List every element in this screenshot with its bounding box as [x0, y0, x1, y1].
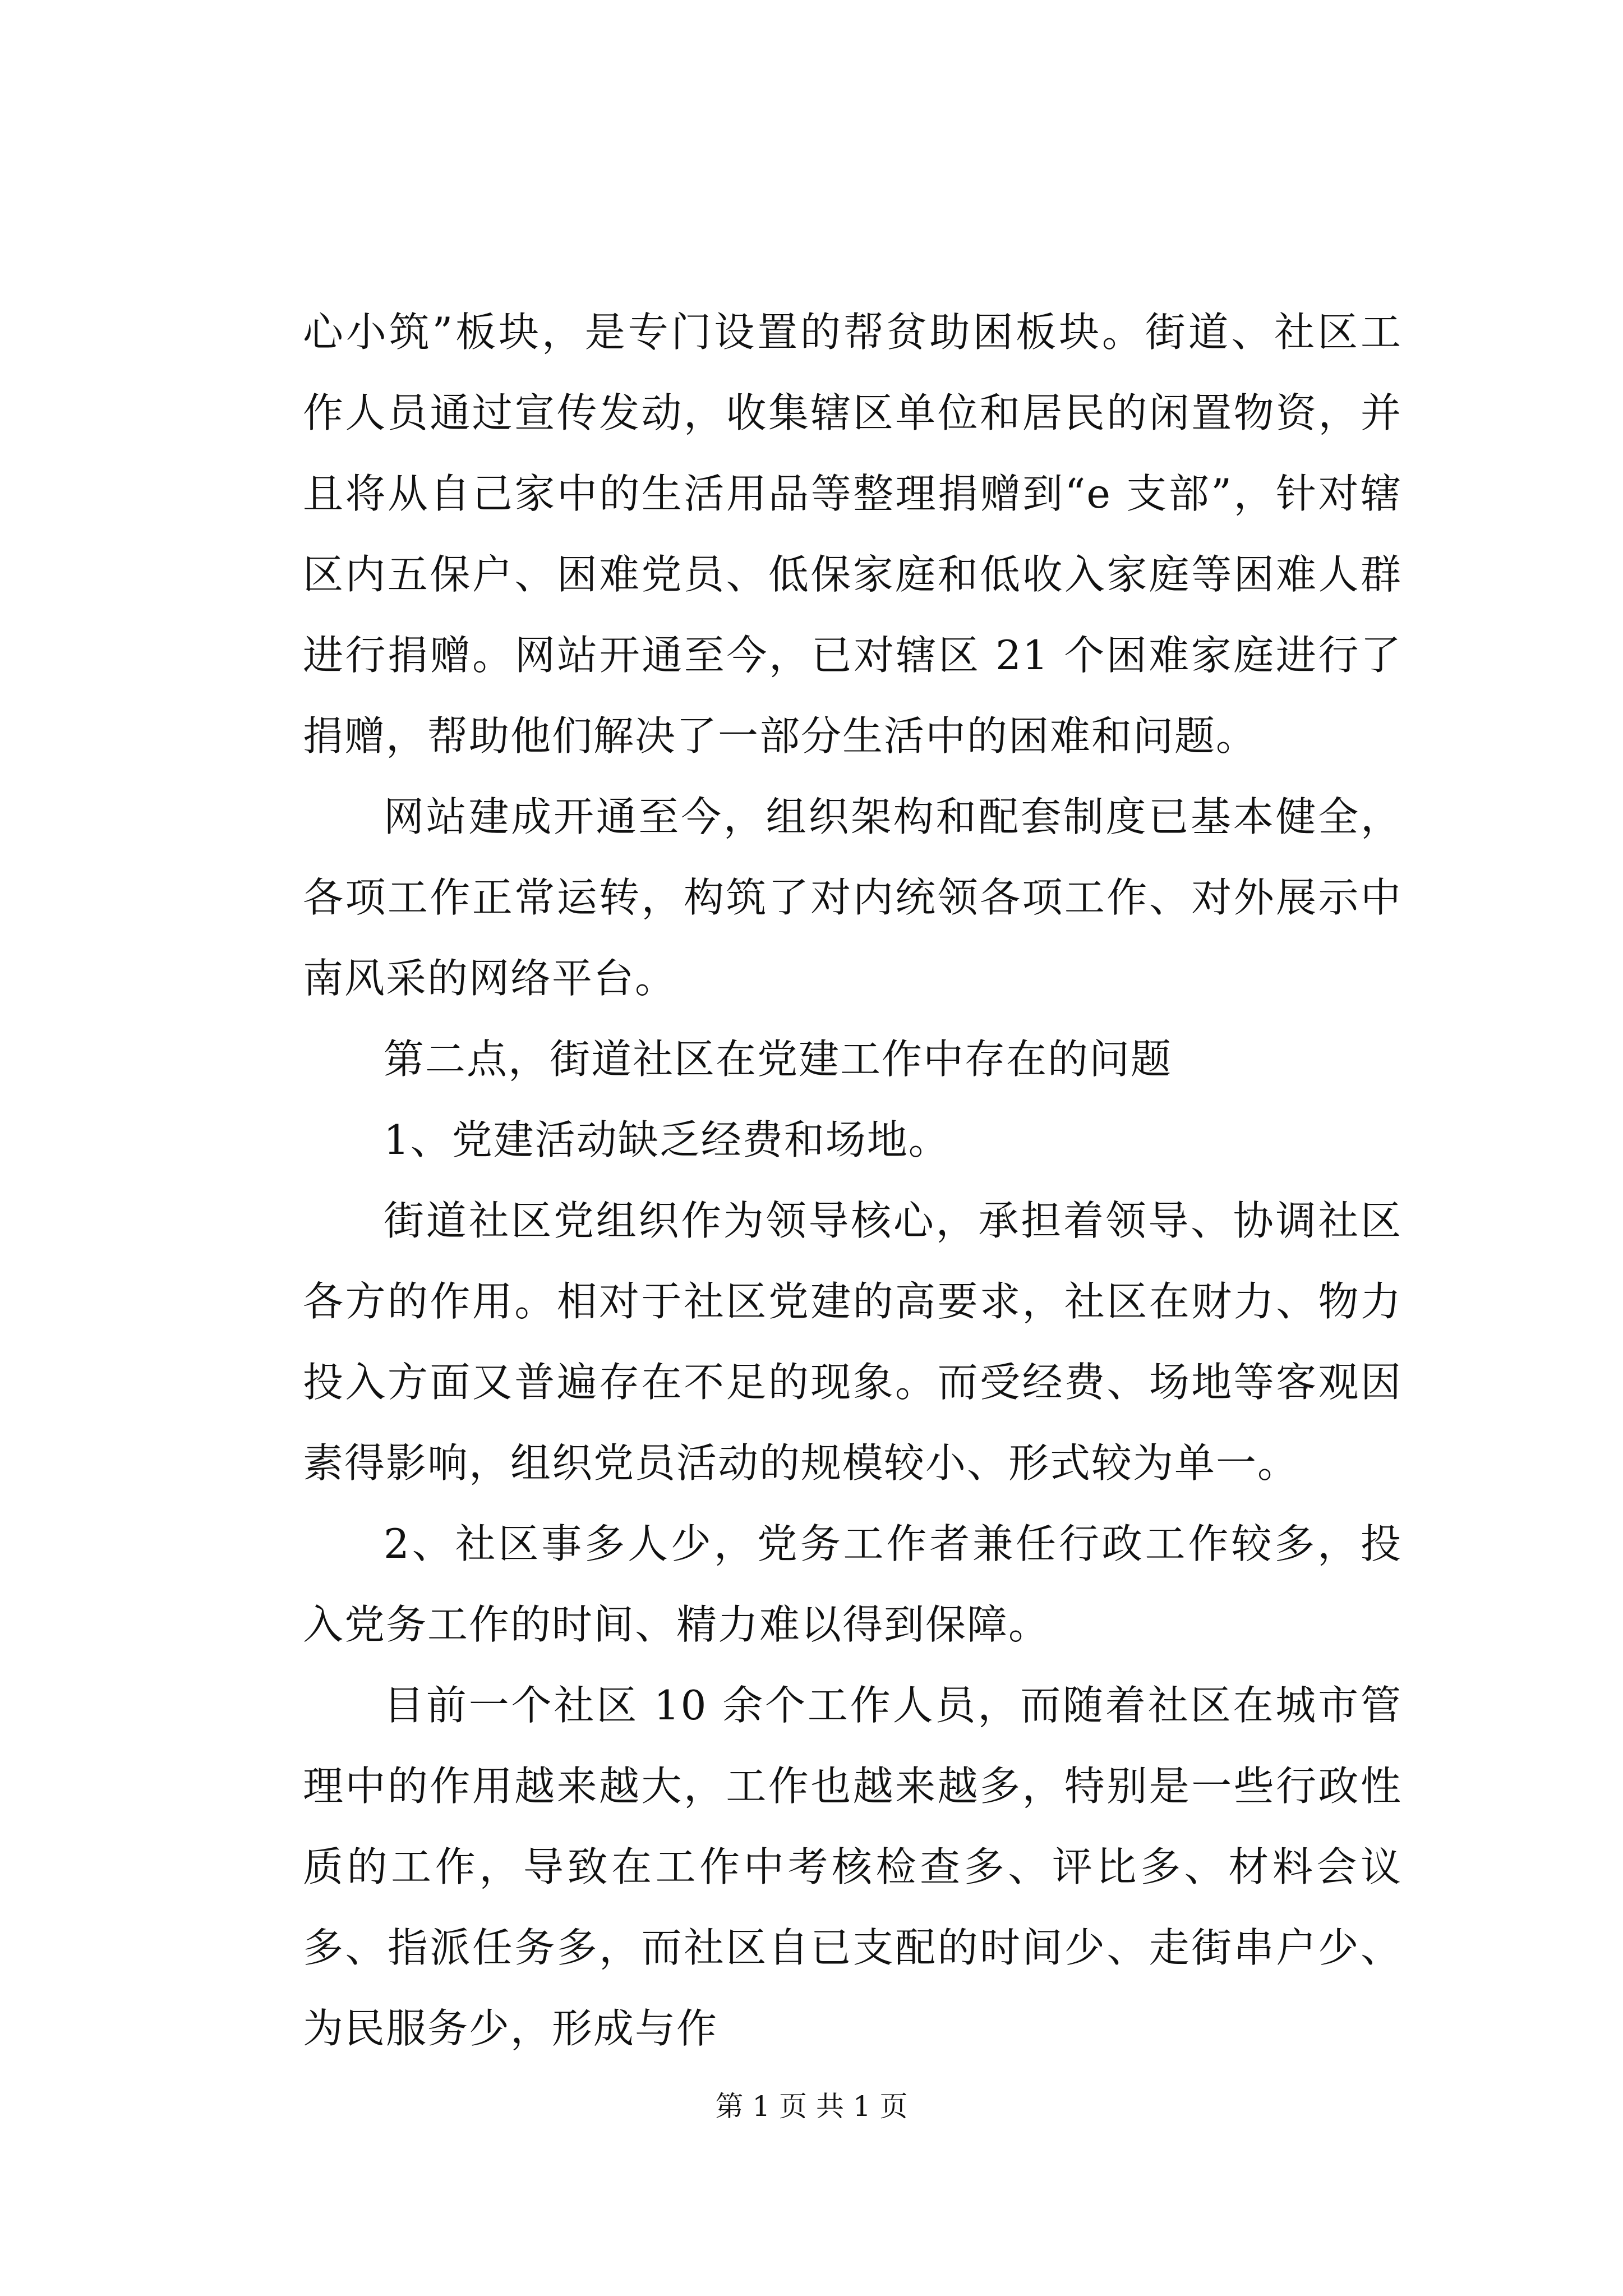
paragraph-5: 街道社区党组织作为领导核心，承担着领导、协调社区各方的作用。相对于社区党建的高要求，社区在财力、物力投入方面又普遍存在不足的现象。而受经费、场地等客观因素得影响，组织党员活动的规模较小、形式较为单一。	[303, 1197, 1402, 1487]
problem-1-heading: 1、党建活动缺乏经费和场地。	[384, 1116, 950, 1163]
paragraph-2: 网站建成开通至今，组织架构和配套制度已基本健全，各项工作正常运转，构筑了对内统领各项工作、对外展示中南风采的网络平台。	[303, 793, 1402, 1002]
page-footer: 第 1 页 共 1 页	[715, 2090, 908, 2123]
problem-2-heading: 2、社区事多人少，党务工作者兼任行政工作较多，投入党务工作的时间、精力难以得到保障。	[303, 1520, 1402, 1648]
paragraph-7: 目前一个社区 10 余个工作人员，而随着社区在城市管理中的作用越来越大，工作也越来越多，特别是一些行政性质的工作，导致在工作中考核检查多、评比多、材料会议多、指派任务多，而社区自已支配的时间少、走街串户少、为民服务少，形成与作	[303, 1682, 1402, 2052]
document-body	[303, 292, 1402, 2069]
section-heading: 第二点，街道社区在党建工作中存在的问题	[384, 1036, 1173, 1083]
paragraph-1: 心小筑”板块，是专门设置的帮贫助困板块。街道、社区工作人员通过宣传发动，收集辖区单位和居民的闲置物资，并且将从自己家中的生活用品等整理捐赠到“e 支部”，针对辖区内五保户、困难党员、低保家庭和低收入家庭等困难人群进行捐赠。网站开通至今，已对辖区 21 个困难家庭进行了捐赠，帮助他们解决了一部分生活中的困难和问题。	[303, 309, 1402, 760]
